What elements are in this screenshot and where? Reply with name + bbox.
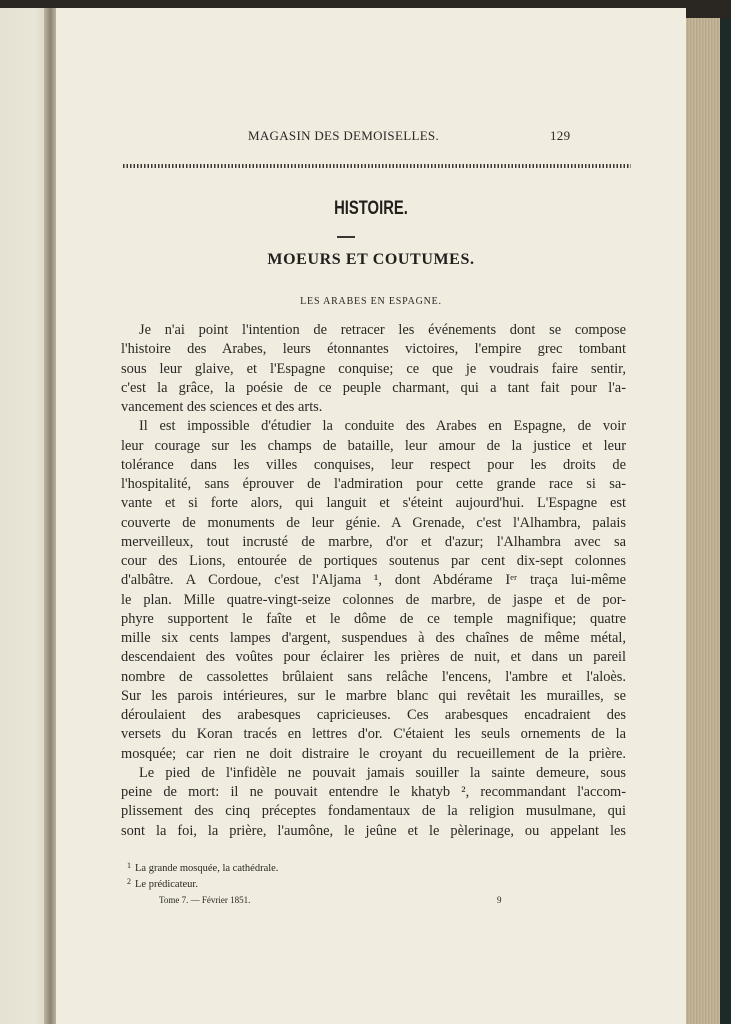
page-number: 129 [550,128,571,143]
footnote-1 [127,861,278,874]
body-line: nombre de cassolettes brûlaient sans relâche l'encens, l'ambre et l'aloès. [121,668,626,685]
body-line: merveilleux, tout incrusté de marbre, d'or et d'azur; l'Alhambra avec sa [121,533,626,550]
body-line: c'est la grâce, la poésie de ce peuple charmant, qui a tant fait pour l'a- [121,379,626,396]
body-line: tolérance dans les villes conquises, leur respect pour les droits de [121,456,626,473]
body-line: le plan. Mille quatre-vingt-seize colonnes de marbre, de jaspe et de por- [121,591,626,608]
body-line: déroulaient des arabesques capricieuses. Ces arabesques encadraient des [121,707,626,723]
running-title: MAGASIN DES DEMOISELLES. [248,128,440,143]
body-line: couverte de monuments de leur génie. A Grenade, c'est l'Alhambra, palais [121,514,626,531]
body-line: vancement des sciences et des arts. [121,399,323,415]
footnote-text: Le prédicateur. [135,879,198,890]
body-line: plissement des cinq préceptes fondamentaux de la religion musulmane, qui [121,803,626,820]
body-line: l'hospitalité, sans éprouver de l'admiration pour cette grande race si sa- [121,476,626,492]
signature-mark: 9 [497,895,502,905]
section-heading: HISTOIRE. [334,198,408,219]
article-title: MOEURS ET COUTUMES. [267,251,475,268]
body-line: sous leur glaive, et l'Espagne conquise; ce que je voudrais faire sentir, [121,360,626,377]
body-line: descendaient des voûtes pour éclairer les prières de nuit, et dans un pareil [121,649,626,666]
heading-dash [337,236,355,238]
footnote-text: La grande mosquée, la cathédrale. [135,863,279,874]
body-line: sont la foi, la prière, l'aumône, le jeûne et le pèlerinage, ou appelant les [121,822,626,839]
body-line: l'histoire des Arabes, leurs étonnantes victoires, l'empire grec tombant [121,341,626,358]
body-line: Sur les parois intérieures, sur le marbre blanc qui revêtait les murailles, se [121,687,626,704]
footnote-mark: 1 [127,861,131,870]
body-line: versets du Koran tracés en lettres d'or. C'étaient les seuls ornements de la [121,726,626,743]
running-header [56,128,686,146]
footnote-mark: 2 [127,877,131,886]
body-line: Je n'ai point l'intention de retracer les événements dont se compose [139,322,626,338]
body-line: vante et si forte alors, qui languit et s'éteint aujourd'hui. L'Espagne est [121,495,626,512]
book-cover [720,18,731,1024]
footnote-2 [127,877,198,890]
body-line: cour des Lions, entourée de portiques soutenus par cent dix-sept colonnes [121,553,626,569]
body-line: mosquée; car rien ne doit distraire le croyant du recueillement de la prière. [121,745,626,762]
body-line: Il est impossible d'étudier la conduite des Arabes en Espagne, de voir [139,418,626,435]
printer-signature: Tome 7. — Février 1851. [159,895,251,905]
facing-page [0,8,50,1024]
page-edges [684,18,722,1024]
body-line: phyre supportent le faîte et le dôme de ce temple magnifique; quatre [121,610,626,627]
book-page [56,8,686,1024]
body-line: d'albâtre. A Cordoue, c'est l'Aljama ¹, dont Abdérame Iᵉʳ traça lui-même [121,572,626,589]
body-line: peine de mort: il ne pouvait entendre le khatyb ², recommandant l'accom- [121,784,626,800]
ornamental-rule [123,164,631,168]
body-line: leur courage sur les champs de bataille, leur amour de la justice et leur [121,437,626,454]
article-subtitle: LES ARABES EN ESPAGNE. [300,296,442,307]
body-line: Le pied de l'infidèle ne pouvait jamais souiller la sainte demeure, sous [139,764,626,781]
body-line: mille six cents lampes d'argent, suspendues à des chaînes de même métal, [121,630,626,646]
